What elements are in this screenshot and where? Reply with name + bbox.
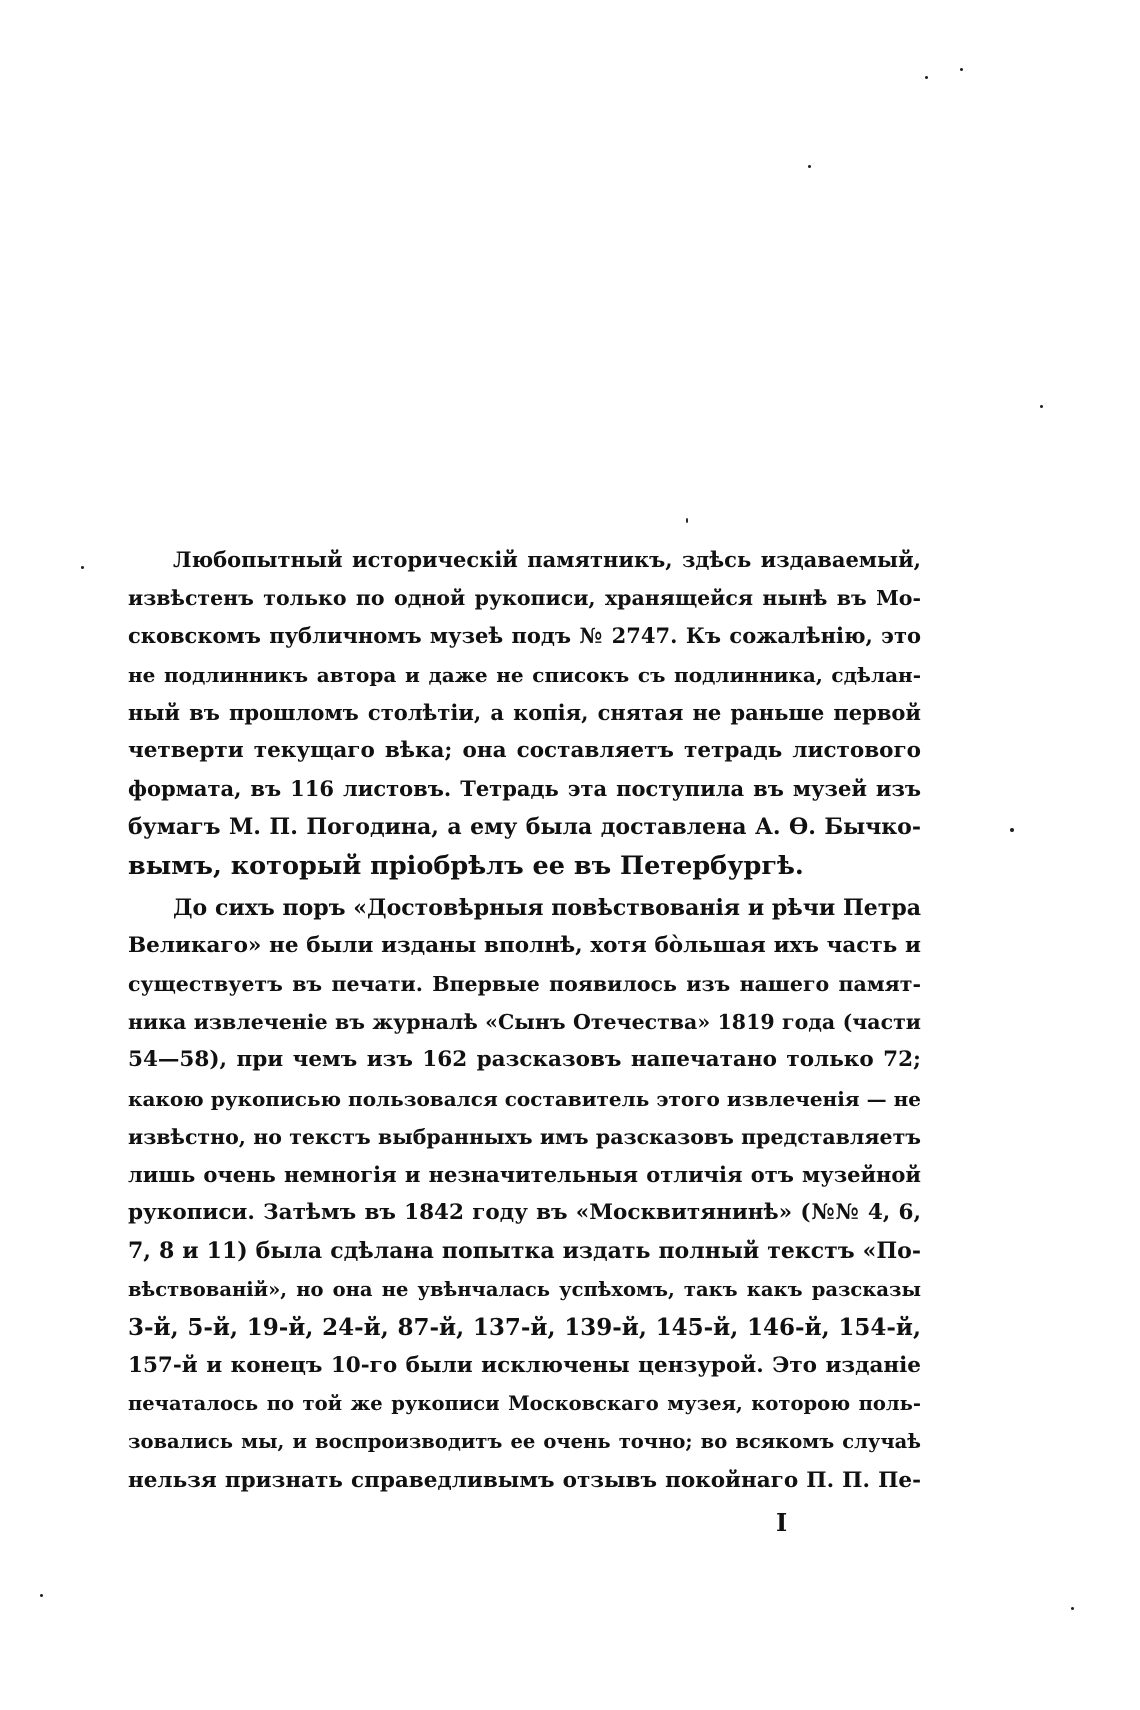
- text-line: извѣстно, но текстъ выбранныхъ имъ разсказовъ представляетъ: [128, 1124, 921, 1149]
- text-line: сковскомъ публичномъ музеѣ подъ № 2747. Къ сожалѣнію, это: [128, 623, 921, 649]
- text-line: рукописи. Затѣмъ въ 1842 году въ «Москвитянинѣ» (№№ 4, 6,: [128, 1200, 921, 1226]
- scan-speck: [1010, 828, 1014, 832]
- scan-speck: [40, 1594, 43, 1597]
- paragraph: [128, 541, 921, 885]
- text-line: печаталось по той же рукописи Московскаго музея, которою поль-: [128, 1392, 921, 1416]
- text-line: зовались мы, и воспроизводитъ ее очень точно; во всякомъ случаѣ: [128, 1430, 921, 1454]
- text-line: 157-й и конецъ 10-го были исключены цензурой. Это изданіе: [128, 1352, 921, 1378]
- scan-speck: [1071, 1607, 1074, 1610]
- text-line: нельзя признать справедливымъ отзывъ покойнаго П. П. Пе-: [128, 1467, 921, 1493]
- scan-speck: [960, 68, 963, 71]
- text-line: какою рукописью пользовался составитель этого извлеченія — не: [128, 1086, 921, 1111]
- page-number: I: [776, 1508, 788, 1537]
- scan-speck: [81, 566, 84, 569]
- text-line: ный въ прошломъ столѣтіи, а копія, снятая не раньше первой: [128, 699, 921, 725]
- body-text: [128, 541, 921, 1500]
- text-line: вымъ, который пріобрѣлъ ее въ Петербургѣ.: [128, 850, 804, 881]
- text-line: До сихъ поръ «Достовѣрныя повѣствованія и рѣчи Петра: [173, 894, 921, 921]
- text-line: формата, въ 116 листовъ. Тетрадь эта поступила въ музей изъ: [128, 776, 921, 802]
- text-line: извѣстенъ только по одной рукописи, хранящейся нынѣ въ Мо-: [128, 586, 921, 611]
- text-line: 3-й, 5-й, 19-й, 24-й, 87-й, 137-й, 139-й, 145-й, 146-й, 154-й,: [128, 1313, 921, 1341]
- text-line: вѣствованій», но она не увѣнчалась успѣхомъ, такъ какъ разсказы: [128, 1277, 921, 1301]
- paragraph: [128, 889, 921, 1500]
- scan-speck: [808, 165, 811, 168]
- text-line: не подлинникъ автора и даже не списокъ съ подлинника, сдѣлан-: [128, 662, 921, 687]
- scan-speck: [1040, 405, 1043, 408]
- text-line: Великаго» не были изданы вполнѣ, хотя бо̀льшая ихъ часть и: [128, 932, 921, 958]
- text-line: четверти текущаго вѣка; она составляетъ тетрадь листового: [128, 737, 921, 763]
- scan-speck: [686, 518, 688, 523]
- text-line: 54—58), при чемъ изъ 162 разсказовъ напечатано только 72;: [128, 1047, 921, 1073]
- text-line: лишь очень немногія и незначительныя отличія отъ музейной: [128, 1162, 921, 1187]
- text-line: ника извлеченіе въ журналѣ «Сынъ Отечества» 1819 года (части: [128, 1010, 921, 1035]
- scan-speck: [925, 76, 928, 79]
- text-line: существуетъ въ печати. Впервые появилось изъ нашего памят-: [128, 972, 921, 997]
- text-line: 7, 8 и 11) была сдѣлана попытка издать полный текстъ «По-: [128, 1238, 921, 1265]
- text-line: бумагъ М. П. Погодина, а ему была доставлена А. Ѳ. Бычко-: [128, 814, 921, 841]
- text-line: Любопытный историческій памятникъ, здѣсь издаваемый,: [173, 547, 921, 572]
